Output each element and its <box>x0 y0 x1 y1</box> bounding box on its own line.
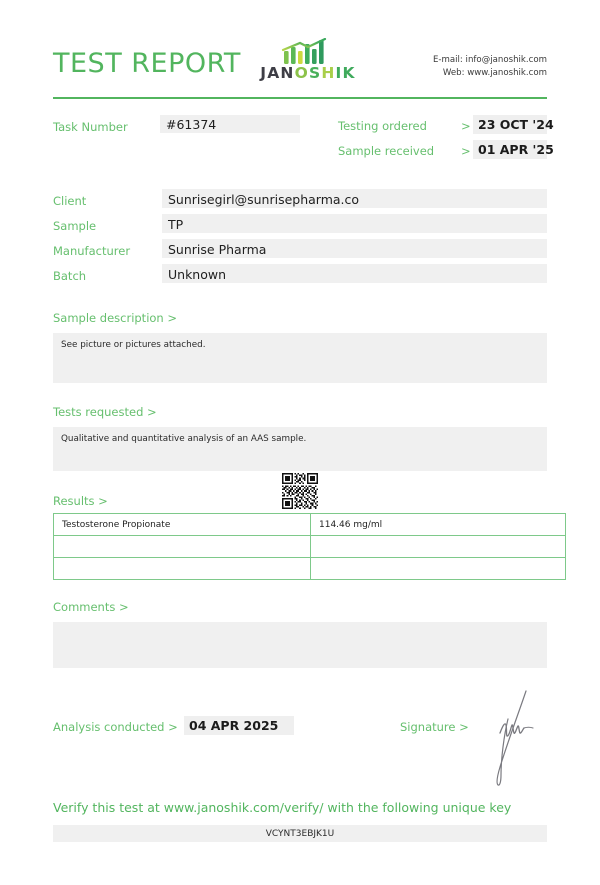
task-number-value: #61374 <box>160 115 300 133</box>
logo-text-jan: JAN <box>260 64 295 82</box>
logo-text-h: H <box>321 64 336 82</box>
task-number-label: Task Number <box>53 120 128 134</box>
tests-requested-section <box>53 405 547 471</box>
signature-label: Signature > <box>400 720 469 734</box>
testing-ordered-label: Testing ordered <box>338 119 427 133</box>
field-batch-value: Unknown <box>162 264 547 283</box>
logo-text-s: S <box>308 64 322 82</box>
contact-email: E-mail: info@janoshik.com <box>432 55 547 65</box>
page-title: TEST REPORT <box>53 48 241 79</box>
results-section <box>53 491 547 580</box>
result-compound <box>54 536 311 558</box>
sample-description-section <box>53 311 547 383</box>
field-batch <box>53 264 547 289</box>
field-sample <box>53 214 547 239</box>
tests-requested-box: Qualitative and quantitative analysis of an AAS sample. <box>53 427 547 471</box>
result-amount <box>311 558 566 580</box>
testing-ordered-caret: > <box>461 119 471 133</box>
task-and-dates-row <box>53 115 554 167</box>
sample-received-caret: > <box>461 144 471 158</box>
field-sample-label: Sample <box>53 219 97 233</box>
verification-footer <box>53 800 547 842</box>
field-client-label: Client <box>53 194 87 208</box>
result-compound <box>54 558 311 580</box>
sample-received-label: Sample received <box>338 144 435 158</box>
sample-description-box: See picture or pictures attached. <box>53 333 547 383</box>
field-manufacturer-label: Manufacturer <box>53 244 131 258</box>
result-amount: 114.46 mg/ml <box>311 514 566 536</box>
analysis-conducted-value: 04 APR 2025 <box>184 716 294 735</box>
handwritten-signature-icon <box>478 689 548 789</box>
field-client <box>53 189 547 214</box>
table-row <box>54 536 566 558</box>
qr-code-icon <box>277 473 323 509</box>
verification-qr-code <box>277 473 323 509</box>
field-manufacturer-value: Sunrise Pharma <box>162 239 547 258</box>
comments-title: Comments > <box>53 600 129 614</box>
field-batch-label: Batch <box>53 269 87 283</box>
comments-section <box>53 600 547 668</box>
field-client-value: Sunrisegirl@sunrisepharma.co <box>162 189 547 208</box>
bar-chart-logo-icon <box>278 38 338 64</box>
sample-received-value: 01 APR '25 <box>473 140 547 159</box>
result-amount <box>311 536 566 558</box>
logo-text-o: O <box>294 64 309 82</box>
result-compound: Testosterone Propionate <box>54 514 311 536</box>
verify-instruction-text: Verify this test at www.janoshik.com/verify/ with the following unique key <box>53 800 512 815</box>
results-table <box>53 513 566 580</box>
sample-description-title: Sample description > <box>53 311 178 325</box>
field-sample-value: TP <box>162 214 547 233</box>
table-row <box>54 558 566 580</box>
unique-key-value: VCYNT3EBJK1U <box>53 825 547 842</box>
sample-received-row <box>338 140 554 165</box>
janoshik-logo <box>258 38 358 82</box>
analysis-conducted-label: Analysis conducted > <box>53 720 178 734</box>
field-manufacturer <box>53 239 547 264</box>
logo-wordmark <box>258 66 358 82</box>
analysis-signature-row <box>53 694 547 790</box>
contact-web: Web: www.janoshik.com <box>442 68 547 79</box>
contact-info <box>433 54 547 81</box>
tests-requested-title: Tests requested > <box>53 405 157 419</box>
results-header <box>53 491 547 513</box>
dates-block <box>338 115 554 165</box>
comments-box <box>53 622 547 668</box>
testing-ordered-row <box>338 115 554 140</box>
report-body <box>53 99 554 842</box>
client-info-fields <box>53 189 547 289</box>
table-row <box>54 514 566 536</box>
testing-ordered-value: 23 OCT '24 <box>473 115 547 134</box>
signature-image <box>478 689 548 789</box>
logo-text-ik: IK <box>335 64 356 82</box>
results-title: Results > <box>53 494 108 508</box>
